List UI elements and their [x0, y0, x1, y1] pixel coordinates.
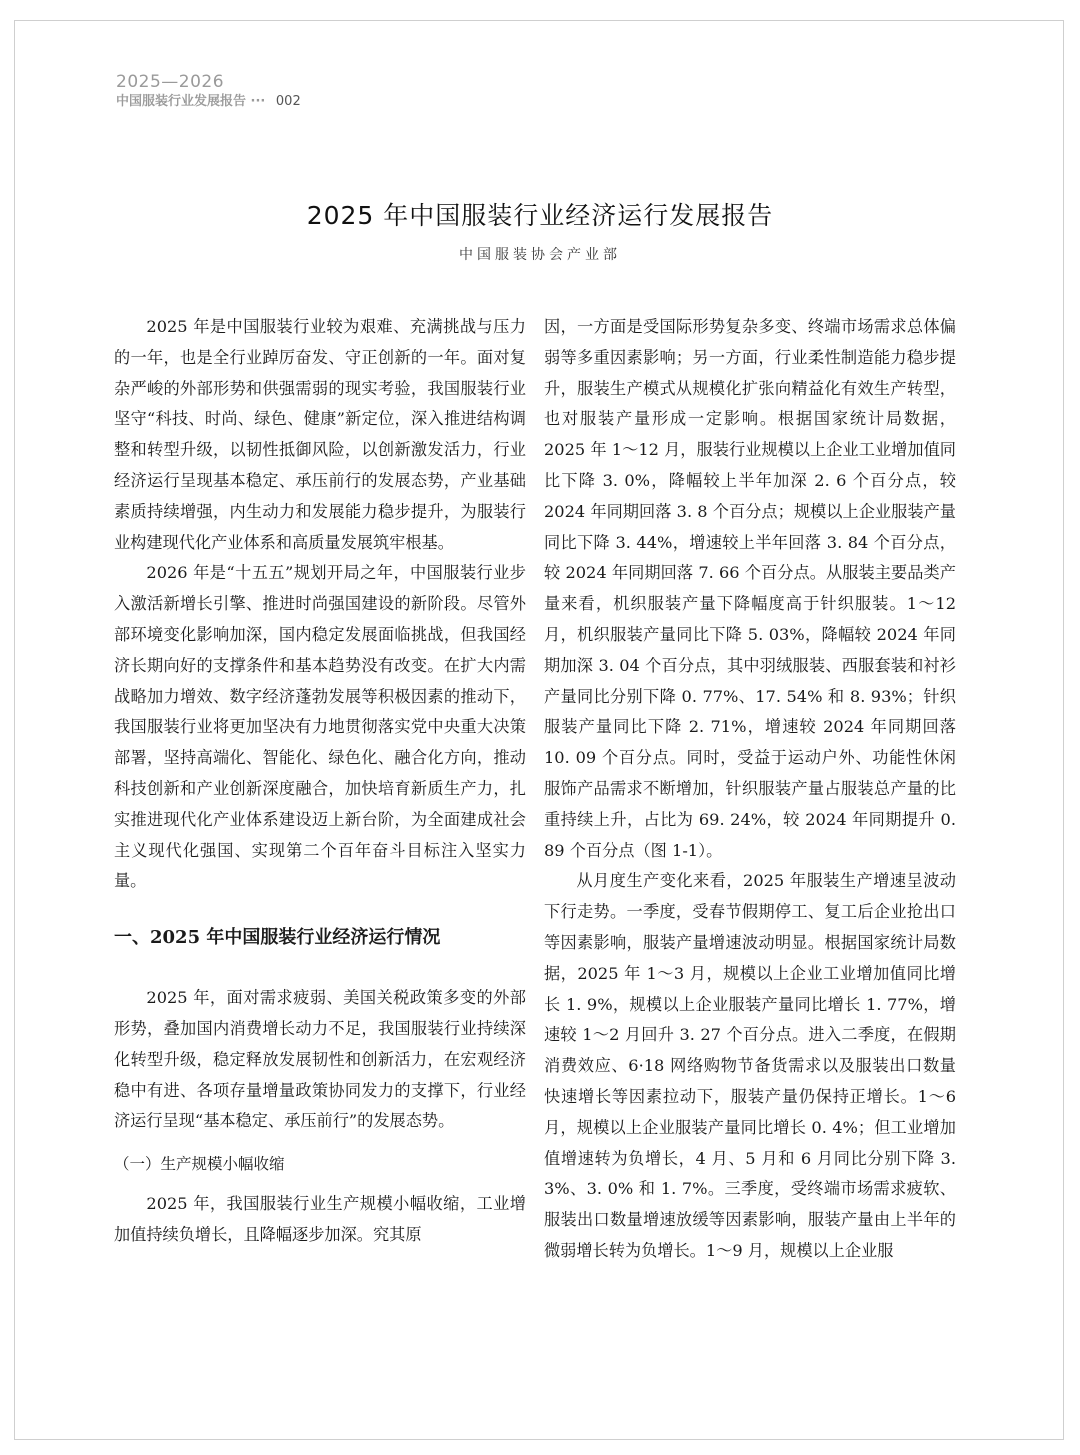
running-head-ellipsis: ··· [250, 94, 266, 109]
article-title: 2025 年中国服装行业经济运行发展报告 [306, 201, 774, 230]
running-head-book-title: 中国服装行业发展报告 [116, 94, 247, 109]
page-number: 002 [275, 94, 301, 109]
paragraph-outlook: 2026 年是“十五五”规划开局之年，中国服装行业步入激活新增长引擎、推进时尚强国建设的新阶段。尽管外部环境变化影响加深，国内稳定发展面临挑战，但我国经济长期向好的支撑条件和基本趋势没有改变。在扩大内需战略加力增效、数字经济蓬勃发展等积极因素的推动下，我国服装行业将更加坚决有力地贯彻落实党中央重大决策部署，坚持高端化、智能化、绿色化、融合化方向，推动科技创新和产业创新深度融合，加快培育新质生产力，扎实推进现代化产业体系建设迈上新台阶，为全面建成社会主义现代化强国、实现第二个百年奋斗目标注入坚实力量。 [114, 563, 526, 891]
paragraph-production: 2025 年，我国服装行业生产规模小幅收缩，工业增加值持续负增长，且降幅逐步加深。究其原 [114, 1194, 526, 1244]
section-heading: 一、2025 年中国服装行业经济运行情况 [114, 927, 441, 949]
paragraph-monthly-production: 从月度生产变化来看，2025 年服装生产增速呈波动下行走势。一季度，受春节假期停工、复工后企业抢出口等因素影响，服装产量增速波动明显。根据国家统计局数据，2025 年 1～3 月，规模以上企业工业增加值同比增长 1. 9%，规模以上企业服装产量同比增长 1. 77%，增速较 1～2 月回升 3. 27 个百分点。进入二季度，在假期消费效应、6·18 网络购物节备货需求以及服装出口数量快速增长等因素拉动下，服装产量仍保持正增长。1～6 月，规模以上企业服装产量同比增长 0. 4%；但工业增加值增速转为负增长，4 月、5 月和 6 月同比分别下降 3. 3%、3. 0% 和 1. 7%。三季度，受终端市场需求疲软、服装出口数量增速放缓等因素影响，服装产量由上半年的微弱增长转为负增长。1～9 月，规模以上企业服 [544, 871, 956, 1260]
paragraph-overview: 2025 年，面对需求疲弱、美国关税政策多变的外部形势，叠加国内消费增长动力不足，我国服装行业持续深化转型升级，稳定释放发展韧性和创新活力，在宏观经济稳中有进、各项存量增量政策协同发力的支撑下，行业经济运行呈现“基本稳定、承压前行”的发展态势。 [114, 988, 526, 1131]
left-column [114, 312, 526, 1251]
paragraph-intro: 2025 年是中国服装行业较为艰难、充满挑战与压力的一年，也是全行业踔厉奋发、守正创新的一年。面对复杂严峻的外部形势和供强需弱的现实考验，我国服装行业坚守“科技、时尚、绿色、健康”新定位，深入推进结构调整和转型升级，以韧性抵御风险，以创新激发活力，行业经济运行呈现基本稳定、承压前行的发展态势，产业基础素质持续增强，内生动力和发展能力稳步提升，为服装行业构建现代化产业体系和高质量发展筑牢根基。 [114, 317, 526, 552]
running-head-book-line [116, 92, 301, 112]
running-head [116, 72, 301, 112]
running-head-year: 2025—2026 [116, 72, 225, 92]
paragraph-production-continued: 因，一方面是受国际形势复杂多变、终端市场需求总体偏弱等多重因素影响；另一方面，行业柔性制造能力稳步提升，服装生产模式从规模化扩张向精益化有效生产转型，也对服装产量形成一定影响。根据国家统计局数据，2025 年 1～12 月，服装行业规模以上企业工业增加值同比下降 3. 0%，降幅较上半年加深 2. 6 个百分点，较 2024 年同期回落 3. 8 个百分点；规模以上企业服装产量同比下降 3. 44%，增速较上半年回落 3. 84 个百分点，较 2024 年同期回落 7. 66 个百分点。从服装主要品类产量来看，机织服装产量下降幅度高于针织服装。1～12 月，机织服装产量同比下降 5. 03%，降幅较 2024 年同期加深 3. 04 个百分点，其中羽绒服装、西服套装和衬衫产量同比分别下降 0. 77%、17. 54% 和 8. 93%；针织服装产量同比下降 2. 71%，增速较 2024 年同期回落 10. 09 个百分点。同时，受益于运动户外、功能性休闲服饰产品需求不断增加，针织服装产量占服装总产量的比重持续上升，占比为 69. 24%，较 2024 年同期提升 0. 89 个百分点（图 1-1）。 [544, 317, 956, 860]
article-author: 中国服装协会产业部 [459, 247, 621, 263]
right-column [544, 312, 956, 1267]
subsection-heading: （一）生产规模小幅收缩 [114, 1155, 285, 1174]
